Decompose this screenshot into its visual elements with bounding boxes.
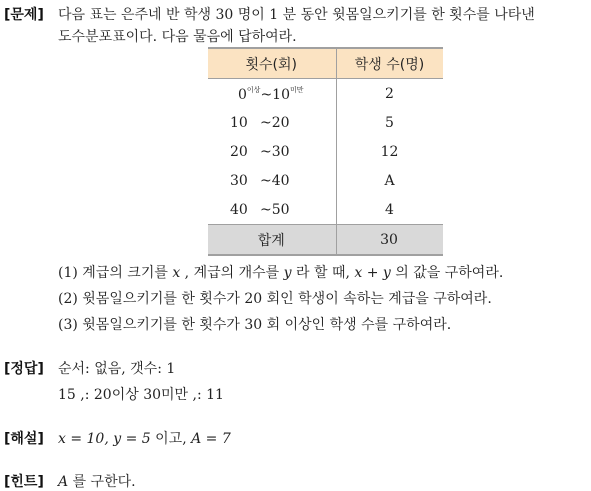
explanation-connector: 이고,	[150, 431, 192, 447]
equation-x: x = 10,	[58, 431, 109, 447]
frequency-table	[208, 47, 443, 256]
interval-end: ~30	[260, 143, 290, 160]
table-row	[208, 166, 443, 195]
total-label: 합계	[208, 225, 336, 256]
question-1-part-d: 의 값을 구하여라.	[390, 265, 504, 281]
equation-a: A = 7	[191, 431, 231, 447]
explanation-line	[58, 428, 231, 448]
equation-y: y = 5	[113, 431, 151, 447]
class-interval	[208, 166, 336, 195]
variable-y: y	[283, 265, 292, 281]
question-1-part-a: (1) 계급의 크기를	[58, 265, 173, 281]
interval-start: 20	[230, 143, 248, 160]
variable-a: A	[58, 474, 69, 490]
frequency-cell: 12	[336, 137, 443, 166]
class-interval	[208, 137, 336, 166]
class-interval	[208, 108, 336, 137]
question-1-part-c: 라 할 때,	[291, 265, 355, 281]
problem-line-1: 다음 표는 은주네 반 학생 30 명이 1 분 동안 윗몸일으키기를 한 횟수를 나타낸	[58, 7, 535, 23]
frequency-cell: A	[336, 166, 443, 195]
interval-end: ~40	[260, 172, 290, 189]
frequency-cell: 2	[336, 79, 443, 109]
answer-tag: [정답]	[4, 361, 44, 377]
question-1-part-b: , 계급의 개수를	[180, 265, 284, 281]
answer-line-2: 15 ,: 20이상 30미만 ,: 11	[58, 387, 224, 403]
class-interval	[208, 195, 336, 225]
question-1	[58, 262, 503, 282]
interval-start: 10	[230, 114, 248, 131]
interval-end: ~50	[260, 201, 290, 218]
class-interval	[208, 79, 336, 109]
interval-start-suffix: 이상	[246, 85, 261, 94]
problem-line-2: 도수분포표이다. 다음 물음에 답하여라.	[58, 29, 297, 45]
question-2: (2) 윗몸일으키기를 한 횟수가 20 회인 학생이 속하는 계급을 구하여라.	[58, 291, 492, 307]
header-count-range: 횟수(회)	[208, 48, 336, 79]
variable-x: x	[172, 265, 181, 281]
table-row	[208, 79, 443, 109]
hint-tag: [힌트]	[4, 474, 44, 490]
table-row	[208, 137, 443, 166]
table-row	[208, 195, 443, 225]
answer-line-1: 순서: 없음, 갯수: 1	[58, 361, 176, 377]
hint-text: 를 구한다.	[68, 474, 136, 490]
problem-tag: [문제]	[4, 7, 44, 23]
table-row	[208, 108, 443, 137]
interval-start: 30	[230, 172, 248, 189]
expression-x-plus-y: x + y	[354, 265, 391, 281]
frequency-cell: 4	[336, 195, 443, 225]
total-value: 30	[336, 225, 443, 256]
interval-end-suffix: 미만	[290, 85, 304, 94]
frequency-cell: 5	[336, 108, 443, 137]
hint-line	[58, 471, 136, 491]
header-student-count: 학생 수(명)	[336, 48, 443, 79]
interval-end: ~10	[260, 86, 290, 103]
interval-start: 40	[230, 201, 248, 218]
table-header-row	[208, 48, 443, 79]
explanation-tag: [해설]	[4, 431, 44, 447]
interval-end: ~20	[260, 114, 290, 131]
table-total-row	[208, 225, 443, 256]
question-3: (3) 윗몸일으키기를 한 횟수가 30 회 이상인 학생 수를 구하여라.	[58, 317, 452, 333]
interval-start: 0	[238, 86, 247, 103]
